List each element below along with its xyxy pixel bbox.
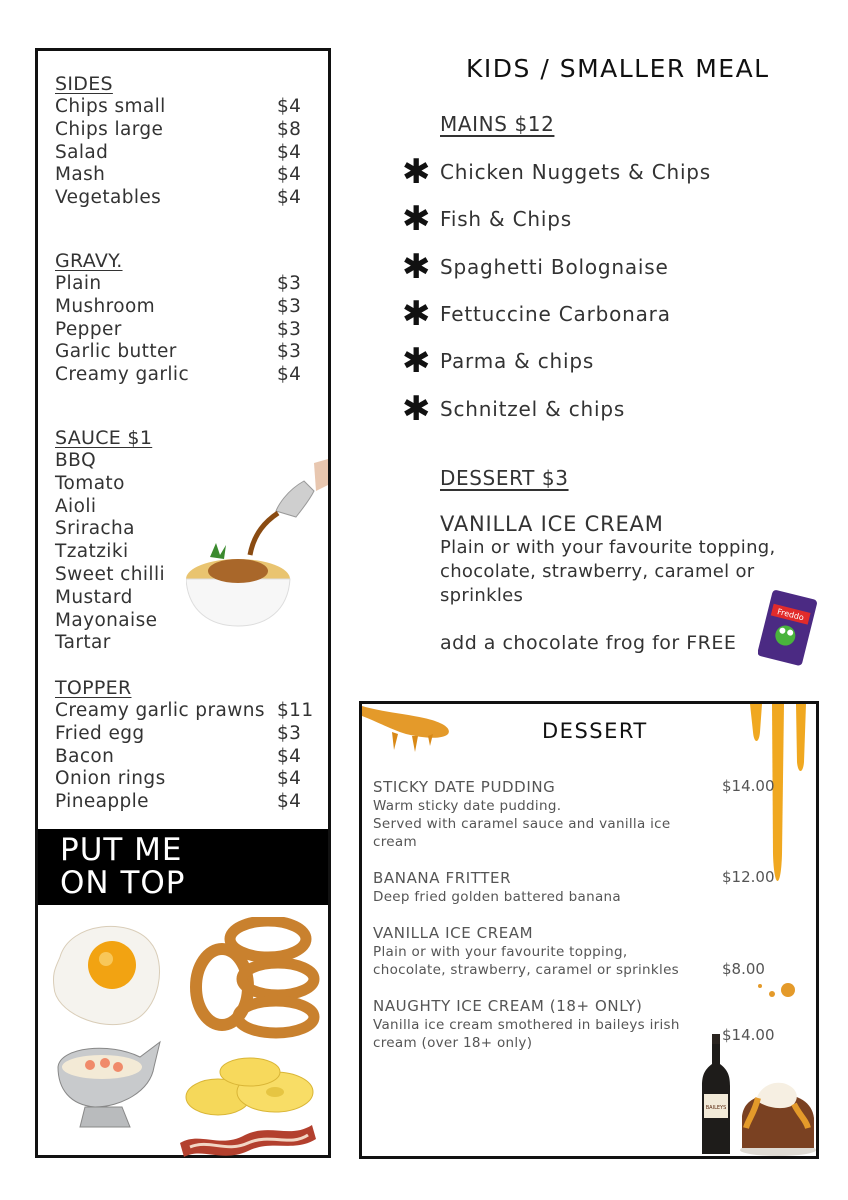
dessert-panel xyxy=(359,701,819,1159)
asterisk-icon: ✱ xyxy=(402,199,432,239)
caramel-drops-image xyxy=(752,976,802,1004)
kids-dessert-desc: chocolate, strawberry, caramel or xyxy=(440,561,755,582)
item-price: $3 xyxy=(277,341,302,363)
menu-row xyxy=(55,791,305,814)
item-price: $8 xyxy=(277,118,302,140)
menu-row xyxy=(55,96,305,119)
baileys-pudding-image xyxy=(698,1024,816,1156)
topper-title: TOPPER xyxy=(55,677,132,699)
list-item xyxy=(402,199,572,239)
topper-section xyxy=(55,677,314,814)
dessert-desc: Served with caramel sauce and vanilla ice xyxy=(373,816,671,832)
menu-row xyxy=(55,187,305,210)
item-price: $4 xyxy=(277,364,302,386)
menu-row xyxy=(55,273,305,296)
item-name: Vegetables xyxy=(55,187,162,209)
main-name: Schnitzel & chips xyxy=(440,397,626,421)
bacon-image xyxy=(180,1125,316,1157)
asterisk-icon: ✱ xyxy=(402,247,432,287)
caramel-spoon-image xyxy=(362,704,457,752)
asterisk-icon: ✱ xyxy=(402,389,432,429)
item-price: $3 xyxy=(277,295,302,317)
item-name: Garlic butter xyxy=(55,341,177,363)
dessert-price: $8.00 xyxy=(722,960,765,978)
banner-line: PUT ME xyxy=(60,832,183,868)
item-name: Creamy garlic prawns xyxy=(55,700,265,721)
main-name: Fettuccine Carbonara xyxy=(440,302,671,326)
menu-row xyxy=(55,746,305,769)
item-name: Chips small xyxy=(55,96,166,117)
asterisk-icon: ✱ xyxy=(402,294,432,334)
main-name: Fish & Chips xyxy=(440,207,572,231)
topper-food-images xyxy=(50,917,322,1157)
sides-title: SIDES xyxy=(55,73,113,95)
bottle-label: BAILEYS xyxy=(705,1105,727,1111)
dessert-item xyxy=(373,778,703,851)
item-name: Pineapple xyxy=(55,791,149,813)
menu-row xyxy=(55,164,305,187)
dessert-desc: chocolate, strawberry, caramel or sprinkles xyxy=(373,962,680,978)
dessert-item xyxy=(373,924,703,979)
item-price: $11 xyxy=(277,700,314,721)
chocolate-frog-note: add a chocolate frog for FREE xyxy=(440,632,737,654)
prawn-gravy-boat-image xyxy=(58,1042,160,1127)
list-item xyxy=(402,247,669,287)
item-name: Creamy garlic xyxy=(55,364,190,386)
pineapple-image xyxy=(186,1058,313,1115)
sauce-item: Aioli xyxy=(55,495,97,517)
fried-egg-image xyxy=(53,926,159,1024)
dessert-item xyxy=(373,997,703,1052)
menu-row xyxy=(55,700,314,723)
menu-row xyxy=(55,768,305,791)
menu-row xyxy=(55,723,305,746)
dessert-price: $12.00 xyxy=(722,868,775,886)
main-name: Parma & chips xyxy=(440,349,595,373)
list-item xyxy=(402,389,626,429)
list-item xyxy=(402,341,595,381)
kids-dessert-desc: Plain or with your favourite topping, xyxy=(440,537,776,558)
main-name: Chicken Nuggets & Chips xyxy=(440,160,712,184)
item-price: $4 xyxy=(277,164,302,186)
sauce-item: Sriracha xyxy=(55,518,135,540)
dessert-name: VANILLA ICE CREAM xyxy=(373,924,534,942)
dessert-desc: cream (over 18+ only) xyxy=(373,1035,533,1051)
item-price: $3 xyxy=(277,318,302,340)
item-price: $4 xyxy=(277,768,302,790)
sides-section xyxy=(55,73,305,210)
item-name: Onion rings xyxy=(55,768,166,790)
item-name: Bacon xyxy=(55,745,115,767)
item-price: $3 xyxy=(277,273,302,294)
dessert-item xyxy=(373,869,703,906)
item-name: Chips large xyxy=(55,118,164,140)
list-item xyxy=(402,294,671,334)
wrapper-label: Freddo xyxy=(776,607,805,623)
item-price: $4 xyxy=(277,96,302,117)
dessert-desc: Vanilla ice cream smothered in baileys irish xyxy=(373,1017,680,1033)
list-item xyxy=(402,152,712,192)
sauce-item: Tomato xyxy=(55,472,125,494)
sides-panel xyxy=(35,48,331,1158)
menu-row xyxy=(55,341,305,364)
kids-dessert-title: DESSERT $3 xyxy=(440,466,569,490)
sauce-item: Mayonaise xyxy=(55,609,158,631)
item-price: $3 xyxy=(277,722,302,744)
menu-row xyxy=(55,319,305,342)
menu-row xyxy=(55,364,305,387)
menu-row xyxy=(55,119,305,142)
kids-title: KIDS / SMALLER MEAL xyxy=(466,54,770,83)
sauce-item: Tartar xyxy=(55,632,111,654)
item-price: $4 xyxy=(277,141,302,163)
mains-title: MAINS $12 xyxy=(440,112,555,136)
caramel-drip-image xyxy=(746,704,816,892)
item-name: Pepper xyxy=(55,318,122,340)
sauce-item: Tzatziki xyxy=(55,541,129,563)
dessert-title: DESSERT xyxy=(542,719,648,743)
kids-dessert-name: VANILLA ICE CREAM xyxy=(440,512,664,536)
mash-gravy-image xyxy=(186,451,331,636)
item-price: $4 xyxy=(277,791,302,813)
dessert-desc: Plain or with your favourite topping, xyxy=(373,944,628,960)
item-name: Mushroom xyxy=(55,295,156,317)
banner-line: ON TOP xyxy=(60,865,186,901)
put-me-on-top-banner xyxy=(38,829,328,905)
dessert-name: STICKY DATE PUDDING xyxy=(373,778,556,796)
dessert-price: $14.00 xyxy=(722,1026,775,1044)
freddo-wrapper-image xyxy=(758,590,818,668)
asterisk-icon: ✱ xyxy=(402,152,432,192)
dessert-price: $14.00 xyxy=(722,777,775,795)
item-name: Plain xyxy=(55,273,102,294)
menu-row xyxy=(55,142,305,165)
item-price: $4 xyxy=(277,745,302,767)
menu-row xyxy=(55,296,305,319)
dessert-desc: Warm sticky date pudding. xyxy=(373,798,562,814)
asterisk-icon: ✱ xyxy=(402,341,432,381)
item-name: Salad xyxy=(55,141,109,163)
dessert-name: BANANA FRITTER xyxy=(373,869,512,887)
dessert-name: NAUGHTY ICE CREAM (18+ ONLY) xyxy=(373,997,643,1015)
item-name: Fried egg xyxy=(55,722,145,744)
item-price: $4 xyxy=(277,187,302,209)
sauce-item: Mustard xyxy=(55,586,133,608)
gravy-title: GRAVY. xyxy=(55,250,123,272)
sauce-title: SAUCE $1 xyxy=(55,427,153,449)
gravy-section xyxy=(55,250,305,387)
main-name: Spaghetti Bolognaise xyxy=(440,255,669,279)
onion-rings-image xyxy=(196,921,314,1033)
item-name: Mash xyxy=(55,164,106,186)
kids-dessert-desc: sprinkles xyxy=(440,585,524,606)
dessert-desc: Deep fried golden battered banana xyxy=(373,889,621,905)
sauce-item: BBQ xyxy=(55,450,97,471)
sauce-item: Sweet chilli xyxy=(55,563,166,585)
dessert-desc: cream xyxy=(373,834,417,850)
